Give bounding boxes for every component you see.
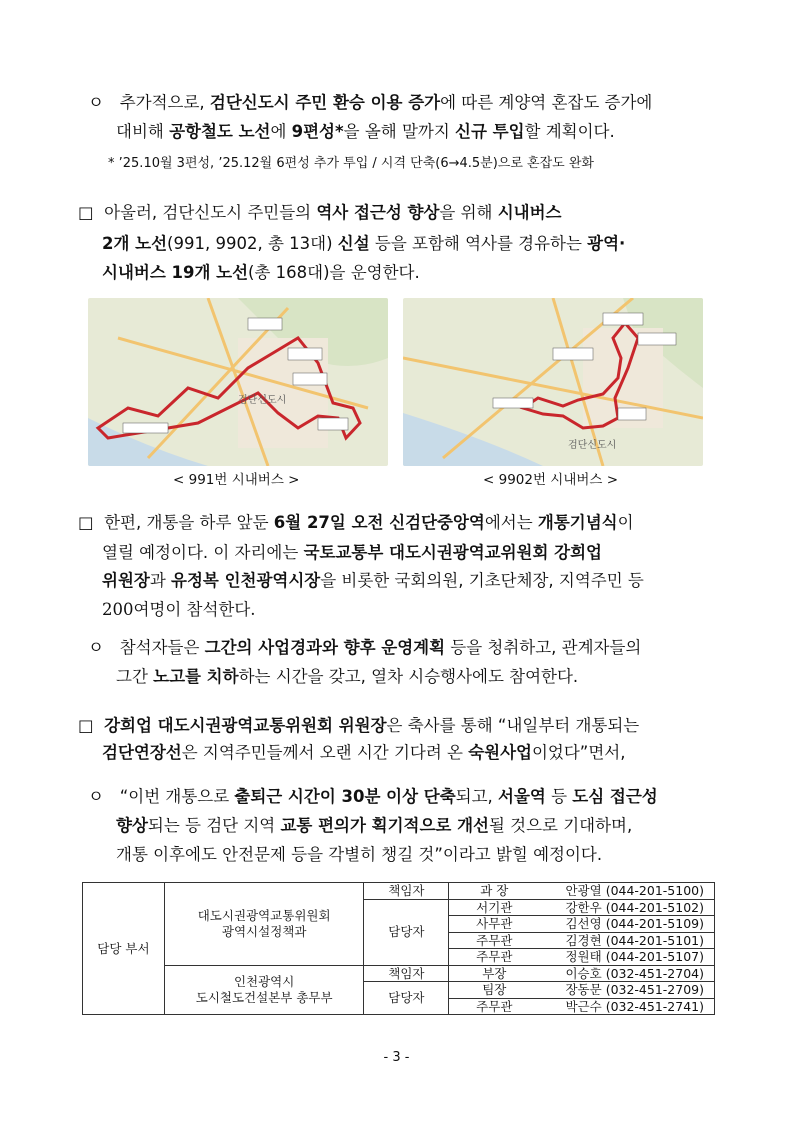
text: 될 것으로 기대하며, bbox=[488, 816, 633, 835]
role-chief: 책임자 bbox=[364, 883, 449, 900]
bold-text: 9편성* bbox=[291, 122, 344, 141]
bus-9902-route-map bbox=[403, 298, 703, 466]
contact-title: 주무관 bbox=[476, 932, 513, 948]
contact-name: 김선영 bbox=[565, 916, 602, 931]
text: 되는 등 검단 지역 bbox=[147, 816, 281, 835]
contact-title: 팀장 bbox=[482, 982, 507, 997]
p3-line2 bbox=[102, 542, 602, 564]
contact-row bbox=[449, 883, 715, 900]
square-bullet: □ bbox=[78, 513, 94, 532]
contact-title: 주무관 bbox=[476, 949, 513, 964]
text: 대비해 bbox=[116, 122, 170, 141]
contact-row bbox=[449, 949, 715, 966]
text: 등 bbox=[545, 787, 573, 806]
text: 에서는 bbox=[484, 513, 538, 532]
p5-line1 bbox=[78, 715, 639, 737]
text: 등을 청취하고, 관계자들의 bbox=[445, 638, 642, 657]
contact-row bbox=[449, 932, 715, 949]
contact-name: 정원태 bbox=[565, 949, 602, 964]
p3-line3 bbox=[102, 570, 644, 592]
text: 을 올해 말까지 bbox=[343, 122, 456, 141]
map-label: 검단신도시 bbox=[238, 395, 287, 406]
text: “이번 개통으로 bbox=[119, 787, 235, 806]
dept-header: 담당 부서 bbox=[83, 883, 165, 1015]
bold-text: 교통 편의가 획기적으로 개선 bbox=[280, 816, 489, 835]
bold-text: 강희업 대도시권광역교통위원회 위원장 bbox=[104, 716, 387, 735]
bold-text: 광역· bbox=[587, 234, 626, 253]
contact-row bbox=[449, 982, 715, 999]
contact-phone: (044-201-5102) bbox=[605, 899, 704, 915]
text: 과 bbox=[149, 571, 172, 590]
page-number: - 3 - bbox=[383, 1050, 410, 1065]
contact-name: 안광열 bbox=[565, 883, 602, 898]
p2-line1 bbox=[78, 202, 561, 224]
text: 을 비롯한 국회의원, 기초단체장, 지역주민 등 bbox=[320, 571, 644, 590]
contact-name: 박근수 bbox=[565, 998, 602, 1014]
p2-line3 bbox=[102, 262, 420, 284]
bold-text: 검단신도시 주민 환승 이용 증가 bbox=[209, 93, 441, 112]
contact-phone: (044-201-5109) bbox=[605, 916, 704, 931]
map-graphic bbox=[403, 298, 703, 466]
bold-text: 6월 27일 오전 신검단중앙역 bbox=[273, 513, 485, 532]
contact-phone: (044-201-5100) bbox=[605, 883, 704, 898]
text: 이었다”면서, bbox=[531, 743, 626, 762]
text: 은 축사를 통해 “내일부터 개통되는 bbox=[386, 716, 640, 735]
dept2-division: 도시철도건설본부 총무부 bbox=[195, 989, 333, 1005]
p1-footnote: * ’25.10월 3편성, ’25.12월 6편성 추가 투입 / 시격 단축(6→4.5분)으로 혼잡도 완화 bbox=[108, 156, 594, 171]
contact-phone: (032-451-2709) bbox=[605, 982, 704, 997]
contact-row bbox=[449, 916, 715, 933]
bold-text: 유정복 인천광역시장 bbox=[171, 571, 321, 590]
contact-row bbox=[449, 899, 715, 916]
dept1-cell bbox=[164, 883, 364, 966]
text: 하는 시간을 갖고, 열차 시승행사에도 참여한다. bbox=[238, 667, 579, 686]
contact-phone: (032-451-2741) bbox=[605, 998, 704, 1014]
contact-title: 과 장 bbox=[480, 883, 509, 898]
text: 에 bbox=[270, 122, 292, 141]
text: (991, 9902, 총 13대) bbox=[167, 234, 338, 253]
p4-line1 bbox=[88, 637, 641, 659]
contact-title: 서기관 bbox=[476, 899, 513, 915]
text: 등을 포함해 역사를 경유하는 bbox=[369, 234, 588, 253]
bold-text: 시내버스 bbox=[497, 203, 562, 222]
bold-text: 2개 노선 bbox=[102, 234, 168, 253]
square-bullet: □ bbox=[78, 716, 94, 735]
text: 한편, 개통을 하루 앞둔 bbox=[104, 513, 274, 532]
contact-name: 김경현 bbox=[565, 932, 602, 948]
role-staff: 담당자 bbox=[364, 982, 449, 1015]
contact-table bbox=[82, 882, 715, 1015]
dept2-cell bbox=[164, 965, 364, 1015]
dept1-name: 대도시권광역교통위원회 bbox=[197, 908, 331, 924]
contact-name: 강한우 bbox=[565, 899, 602, 915]
bold-text: 국토교통부 대도시권광역교위원회 강희업 bbox=[303, 543, 602, 562]
contact-phone: (044-201-5101) bbox=[605, 932, 704, 948]
bold-text: 출퇴근 시간이 30분 이상 단축 bbox=[234, 787, 456, 806]
bold-text: 서울역 bbox=[498, 787, 546, 806]
bold-text: 개통기념식 bbox=[537, 513, 618, 532]
bold-text: 숙원사업 bbox=[468, 743, 532, 762]
p1-line1 bbox=[88, 92, 652, 114]
contact-row bbox=[449, 998, 715, 1015]
circle-bullet: ㅇ bbox=[88, 93, 104, 112]
text: 이 bbox=[617, 513, 634, 532]
dept2-name: 인천광역시 bbox=[233, 974, 295, 990]
bold-text: 위원장 bbox=[102, 571, 150, 590]
text: 을 위해 bbox=[439, 203, 498, 222]
text: 에 따른 계양역 혼잡도 증가에 bbox=[440, 93, 653, 112]
text: 되고, bbox=[455, 787, 499, 806]
bold-text: 신규 투입 bbox=[455, 122, 525, 141]
role-staff: 담당자 bbox=[364, 899, 449, 965]
text: 추가적으로, bbox=[119, 93, 210, 112]
map-caption-991: < 991번 시내버스 > bbox=[173, 472, 300, 488]
bold-text: 공항철도 노선 bbox=[169, 122, 271, 141]
bold-text: 역사 접근성 향상 bbox=[316, 203, 440, 222]
contact-name: 장동문 bbox=[565, 982, 602, 997]
text: 열릴 예정이다. 이 자리에는 bbox=[102, 543, 304, 562]
bold-text: 도심 접근성 bbox=[572, 787, 658, 806]
text: 할 계획이다. bbox=[524, 122, 615, 141]
p2-line2 bbox=[102, 233, 625, 255]
p6-line3: 개통 이후에도 안전문제 등을 각별히 챙길 것”이라고 밝힐 예정이다. bbox=[116, 845, 603, 864]
square-bullet: □ bbox=[78, 203, 94, 222]
p6-line2 bbox=[116, 815, 632, 837]
p1-line2 bbox=[116, 121, 615, 143]
text: (총 168대)을 운영한다. bbox=[248, 263, 420, 282]
circle-bullet: ㅇ bbox=[88, 638, 104, 657]
contact-title: 사무관 bbox=[476, 916, 513, 931]
p6-line1 bbox=[88, 786, 658, 808]
text: 그간 bbox=[116, 667, 154, 686]
map-caption-9902: < 9902번 시내버스 > bbox=[483, 472, 619, 488]
role-chief: 책임자 bbox=[364, 965, 449, 982]
bold-text: 그간의 사업경과와 향후 운영계획 bbox=[204, 638, 446, 657]
circle-bullet: ㅇ bbox=[88, 787, 104, 806]
text: 은 지역주민들께서 오랜 시간 기다려 온 bbox=[181, 743, 469, 762]
bold-text: 향상 bbox=[116, 816, 148, 835]
p5-line2 bbox=[102, 742, 625, 764]
text: 참석자들은 bbox=[119, 638, 205, 657]
bold-text: 신설 bbox=[337, 234, 370, 253]
map-label: 검단신도시 bbox=[568, 440, 617, 451]
p4-line2 bbox=[116, 666, 578, 688]
contact-phone: (044-201-5107) bbox=[605, 949, 704, 964]
p3-line1 bbox=[78, 512, 634, 534]
bus-991-route-map bbox=[88, 298, 388, 466]
text: 아울러, 검단신도시 주민들의 bbox=[104, 203, 317, 222]
contact-phone: (032-451-2704) bbox=[605, 965, 704, 981]
dept1-division: 광역시설정책과 bbox=[221, 923, 307, 939]
map-graphic bbox=[88, 298, 388, 466]
contact-title: 부장 bbox=[482, 965, 507, 981]
contact-name: 이승호 bbox=[565, 965, 602, 981]
p3-line4: 200여명이 참석한다. bbox=[102, 600, 256, 619]
bold-text: 시내버스 19개 노선 bbox=[102, 263, 249, 282]
bold-text: 검단연장선 bbox=[102, 743, 182, 762]
contact-row bbox=[449, 965, 715, 982]
contact-title: 주무관 bbox=[476, 998, 513, 1014]
bold-text: 노고를 치하 bbox=[153, 667, 239, 686]
